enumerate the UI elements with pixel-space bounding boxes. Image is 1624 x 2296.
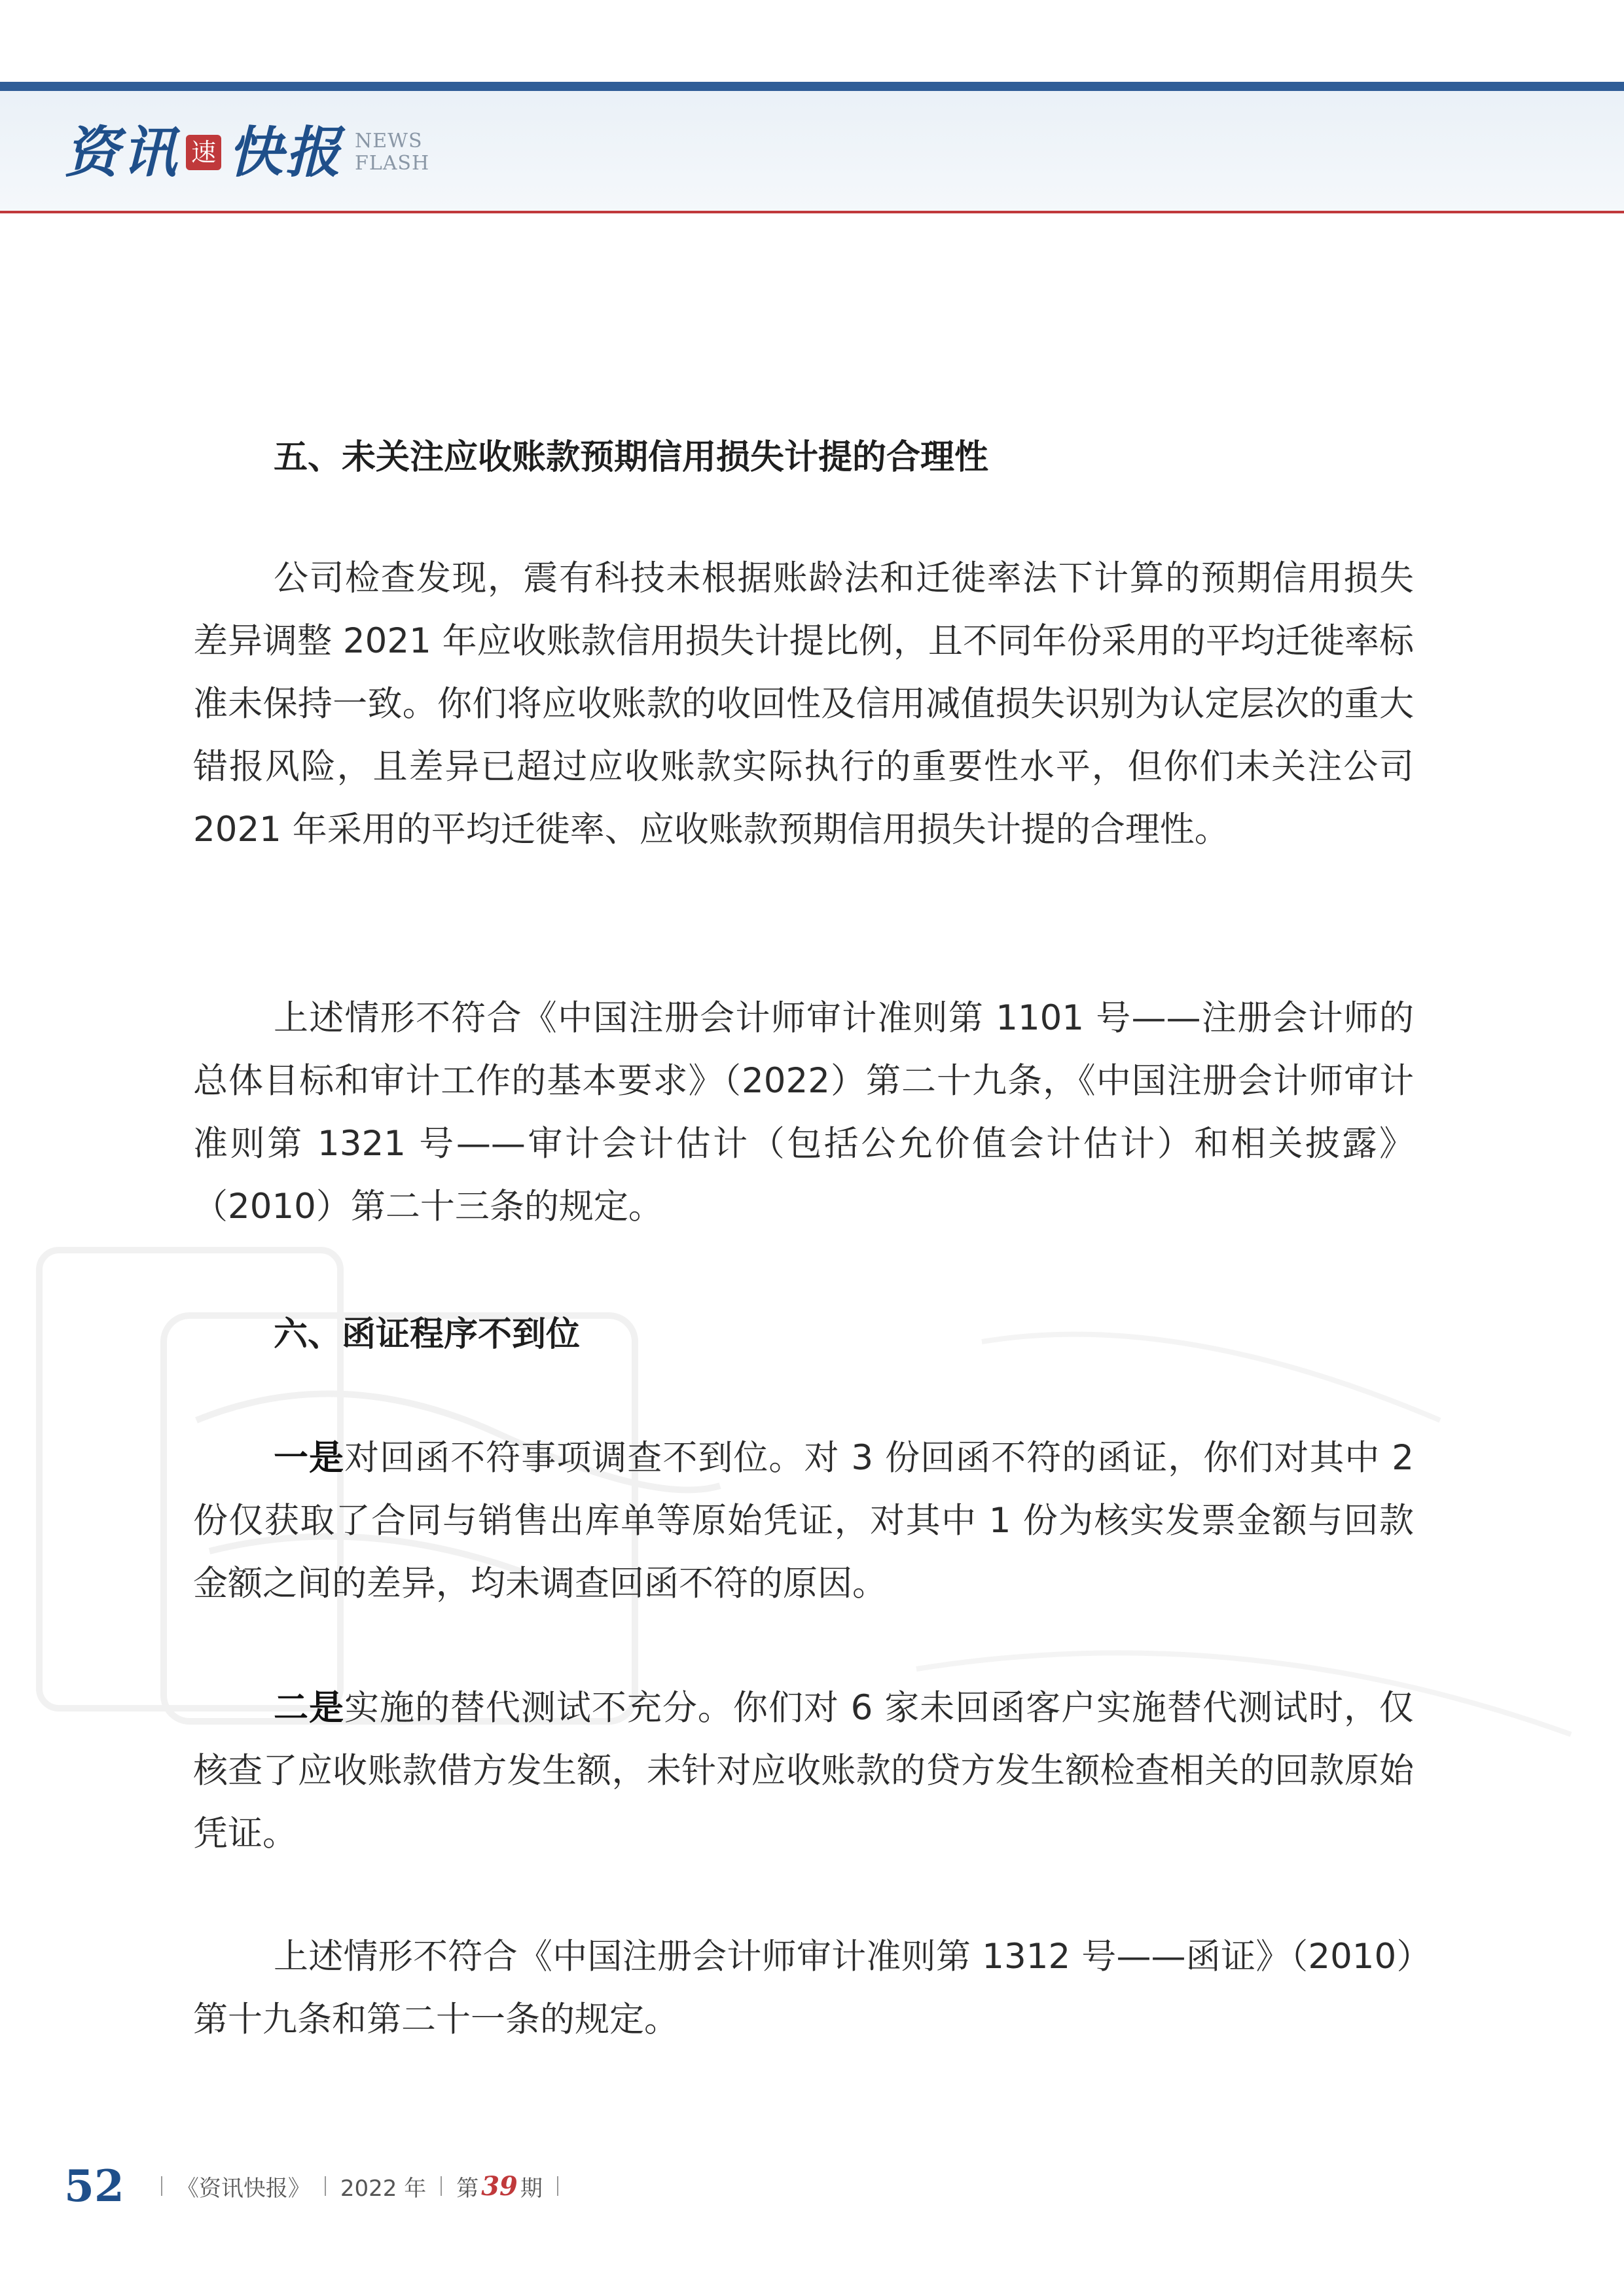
section-5-title: 五、未关注应收账款预期信用损失计提的合理性 (274, 438, 989, 477)
section-5-paragraph-2: 上述情形不符合《中国注册会计师审计准则第 1101 号——注册会计师的总体目标和审计工作的基本要求》（2022）第二十九条，《中国注册会计师审计准则第 1321 号——审计会计估计（包括公允价值会计估计）和相关披露》（2010）第二十三条的规定。 (193, 998, 1414, 1227)
masthead-logo (64, 117, 429, 188)
footer-issue-number: 39 (481, 2170, 518, 2202)
masthead-english-line1: NEWS (355, 130, 423, 152)
footer-divider (441, 2176, 442, 2196)
paragraph-body-2: 实施的替代测试不充分。你们对 6 家未回函客户实施替代测试时，仅核查了应收账款借方发生额，未针对应收账款的贷方发生额检查相关的回款原始凭证。 (193, 1688, 1415, 1854)
masthead-english-line2: FLASH (355, 152, 430, 175)
footer-divider (557, 2176, 558, 2196)
footer-issue-prefix: 第 (456, 2175, 479, 2202)
section-6-paragraph-3: 上述情形不符合《中国注册会计师审计准则第 1312 号——函证》（2010）第十九条和第二十一条的规定。 (193, 1937, 1414, 2039)
page-footer (64, 2157, 573, 2215)
footer-divider (325, 2176, 326, 2196)
footer-issue-suffix: 期 (520, 2175, 543, 2202)
header-top-rule (0, 82, 1624, 91)
masthead-english (355, 130, 429, 175)
seal-char: 速 (191, 138, 217, 167)
paragraph-lead-1: 一是 (274, 1438, 345, 1478)
header-bottom-rule (0, 211, 1624, 213)
paragraph-body-1: 对回函不符事项调查不到位。对 3 份回函不符的函证，你们对其中 2 份仅获取了合同与销售出库单等原始凭证，对其中 1 份为核实发票金额与回款金额之间的差异，均未调查回函不符的原因。 (193, 1438, 1414, 1604)
footer-publication: 《资讯快报》 (176, 2175, 310, 2202)
paragraph-lead-2: 二是 (274, 1688, 344, 1728)
seal-icon (185, 134, 223, 171)
footer-divider (161, 2176, 162, 2196)
section-6-paragraph-1 (193, 1427, 1414, 1615)
section-5-paragraph-1: 公司检查发现，震有科技未根据账龄法和迁徙率法下计算的预期信用损失差异调整 2021 年应收账款信用损失计提比例，且不同年份采用的平均迁徙率标准未保持一致。你们将应收账款的收回性及信用减值损失识别为认定层次的重大错报风险，且差异已超过应收账款实际执行的重要性水平，但你们未关注公司 2021 年采用的平均迁徙率、应收账款预期信用损失计提的合理性。 (193, 558, 1414, 850)
masthead-title-part1: 资讯 (64, 120, 180, 185)
masthead-title-part2: 快报 (228, 120, 344, 185)
page-number: 52 (64, 2161, 124, 2212)
section-6-paragraph-2 (193, 1677, 1414, 1865)
footer-year: 2022 年 (340, 2175, 427, 2202)
section-6-title: 六、函证程序不到位 (274, 1315, 581, 1354)
